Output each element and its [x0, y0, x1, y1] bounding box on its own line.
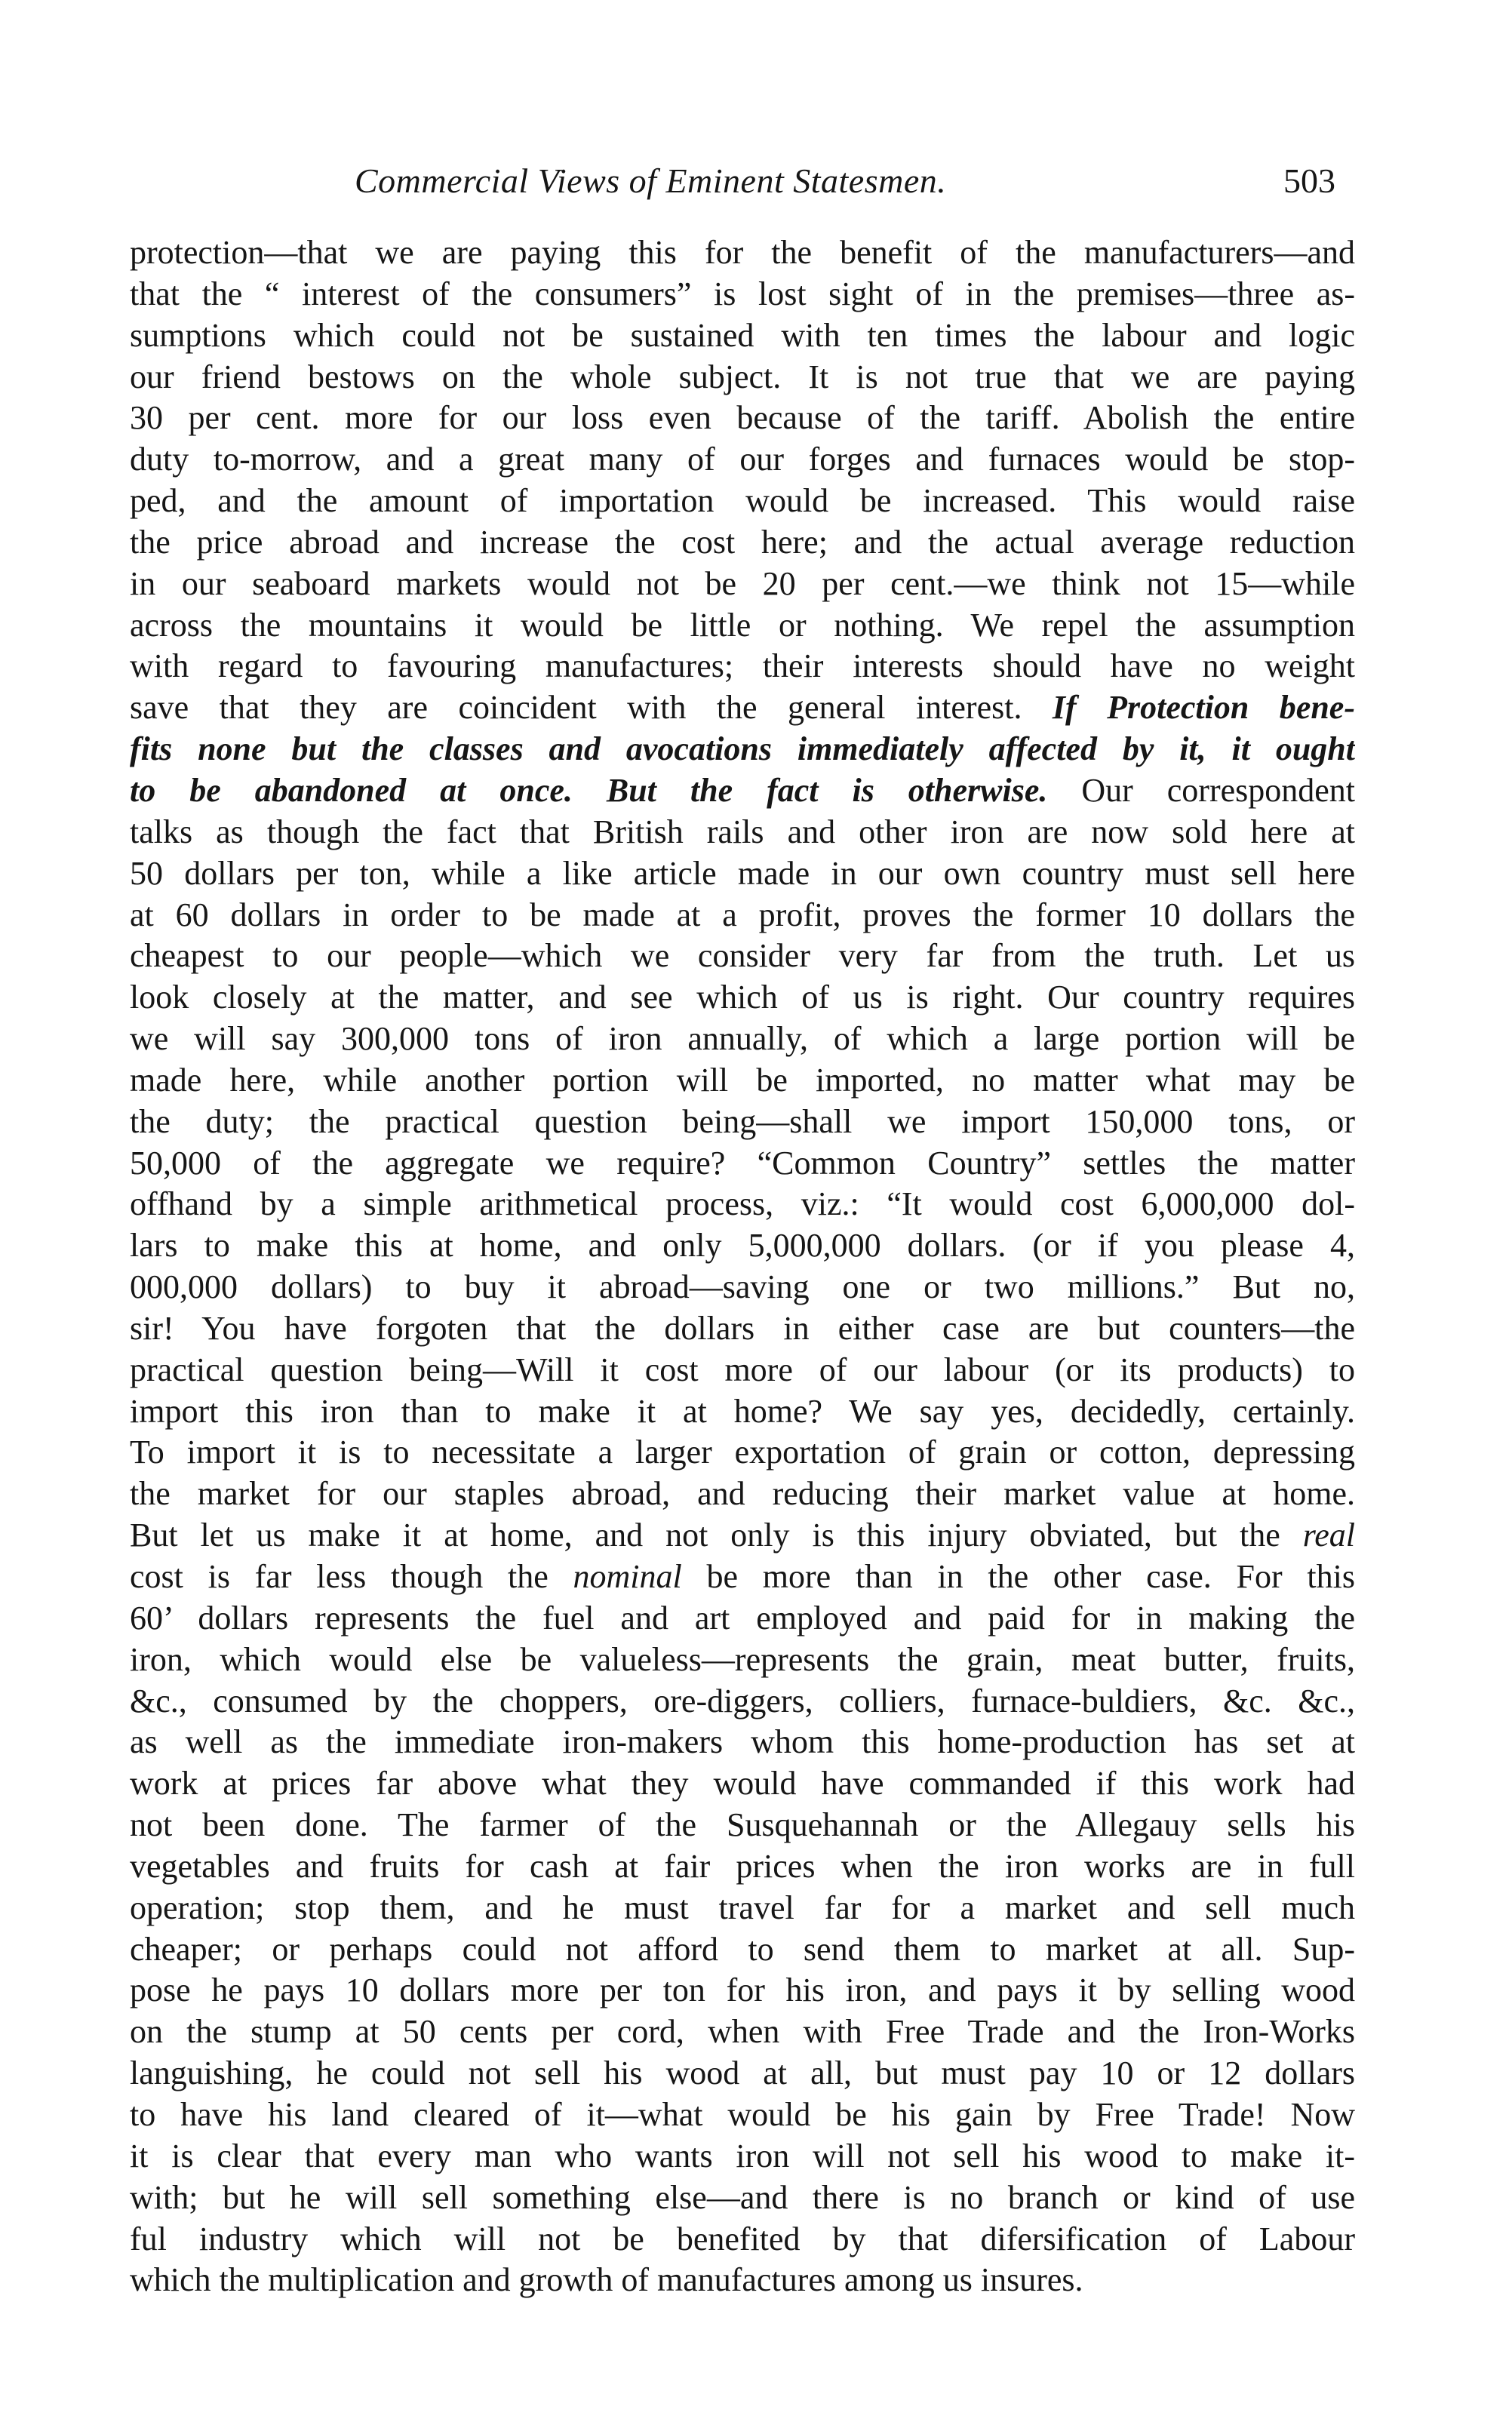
text-segment: ful industry which will not be benefited by that difersification of Labour — [130, 2220, 1355, 2257]
text-segment: sir! You have forgoten that the dollars in either case are but counters—the — [130, 1309, 1355, 1347]
text-line — [130, 1184, 1355, 1225]
text-segment: with; but he will sell something else—and there is no branch or kind of use — [130, 2178, 1355, 2216]
text-line — [130, 1143, 1355, 1185]
text-line — [130, 729, 1355, 770]
text-segment: we will say 300,000 tons of iron annually, of which a large portion will be — [130, 1020, 1355, 1058]
text-segment: 30 per cent. more for our loss even because of the tariff. Abolish the entire — [130, 399, 1355, 437]
text-line — [130, 1225, 1355, 1267]
text-line — [130, 1722, 1355, 1763]
text-segment: the price abroad and increase the cost here; and the actual average reduction — [130, 523, 1355, 561]
text-segment: with regard to favouring manufactures; their interests should have no weight — [130, 647, 1355, 685]
text-segment: talks as though the fact that British rails and other iron are now sold here at — [130, 813, 1355, 850]
text-segment: duty to-morrow, and a great many of our forges and furnaces would be stop- — [130, 441, 1355, 478]
text-segment: 50,000 of the aggregate we require? “Common Country” settles the matter — [130, 1144, 1355, 1182]
emphasis-segment: to be abandoned at once. But the fact is otherwise. — [130, 771, 1048, 809]
text-line — [130, 522, 1355, 564]
text-line — [130, 1308, 1355, 1350]
text-line — [130, 1763, 1355, 1805]
text-segment: 50 dollars per ton, while a like article made in our own country must sell here — [130, 854, 1355, 892]
text-line — [130, 2219, 1355, 2260]
text-segment: offhand by a simple arithmetical process, viz.: “It would cost 6,000,000 dol- — [130, 1185, 1355, 1223]
text-line — [130, 564, 1355, 605]
text-segment: But let us make it at home, and not only is this injury obviated, but the — [130, 1517, 1303, 1554]
text-line — [130, 2136, 1355, 2177]
emphasis-segment: If Protection bene- — [1052, 689, 1355, 727]
text-segment: which the multiplication and growth of manufactures among us insures. — [130, 2261, 1083, 2299]
text-line — [130, 895, 1355, 936]
text-segment: vegetables and fruits for cash at fair prices when the iron works are in full — [130, 1847, 1355, 1885]
text-segment: pose he pays 10 dollars more per ton for his iron, and pays it by selling wood — [130, 1972, 1355, 2009]
text-segment: our friend bestows on the whole subject. It is not true that we are paying — [130, 358, 1355, 395]
text-segment: cheaper; or perhaps could not afford to send them to market at all. Sup- — [130, 1930, 1355, 1968]
text-line — [130, 1102, 1355, 1143]
text-segment: in our seaboard markets would not be 20 per cent.—we think not 15—while — [130, 564, 1355, 602]
text-line — [130, 812, 1355, 853]
text-line — [130, 2094, 1355, 2136]
text-line — [130, 1432, 1355, 1474]
text-line — [130, 770, 1355, 812]
text-segment: import this iron than to make it at home? We say yes, decidedly, certainly. — [130, 1392, 1355, 1430]
text-segment: 60’ dollars represents the fuel and art employed and paid for in making the — [130, 1599, 1355, 1637]
text-line — [130, 1557, 1355, 1598]
text-segment: across the mountains it would be little or nothing. We repel the assumption — [130, 606, 1355, 644]
text-segment: that the “ interest of the consumers” is lost sight of in the premises—three as- — [130, 275, 1355, 312]
text-line — [130, 2260, 1355, 2301]
text-line — [130, 1060, 1355, 1102]
text-line — [130, 853, 1355, 895]
text-line — [130, 1474, 1355, 1515]
text-line — [130, 936, 1355, 977]
text-line — [130, 274, 1355, 315]
running-title: Commercial Views of Eminent Statesmen. — [355, 161, 947, 200]
text-line — [130, 398, 1355, 439]
text-segment: languishing, he could not sell his wood at all, but must pay 10 or 12 dollars — [130, 2055, 1355, 2092]
text-segment: save that they are coincident with the general interest. — [130, 689, 1053, 727]
text-line — [130, 1019, 1355, 1060]
text-line — [130, 232, 1355, 274]
text-segment: look closely at the matter, and see which of us is right. Our country requires — [130, 979, 1355, 1016]
emphasis-segment: real — [1302, 1517, 1355, 1554]
text-line — [130, 1267, 1355, 1308]
text-segment: ped, and the amount of importation would be increased. This would raise — [130, 482, 1355, 520]
page-number: 503 — [1283, 161, 1335, 200]
text-segment: the duty; the practical question being—shall we import 150,000 tons, or — [130, 1102, 1355, 1140]
text-line — [130, 646, 1355, 687]
text-segment: it is clear that every man who wants iron will not sell his wood to make it- — [130, 2137, 1355, 2174]
text-line — [130, 2177, 1355, 2219]
emphasis-segment: nominal — [573, 1558, 682, 1595]
text-segment: to have his land cleared of it—what would be his gain by Free Trade! Now — [130, 2095, 1355, 2133]
text-line — [130, 315, 1355, 357]
text-line — [130, 1929, 1355, 1971]
text-line — [130, 481, 1355, 522]
text-segment: To import it is to necessitate a larger exportation of grain or cotton, depressing — [130, 1434, 1355, 1471]
text-line — [130, 1846, 1355, 1888]
text-segment: protection—that we are paying this for the benefit of the manufacturers—and — [130, 234, 1355, 271]
text-segment: cost is far less though the — [130, 1558, 573, 1595]
text-segment: on the stump at 50 cents per cord, when with Free Trade and the Iron-Works — [130, 2013, 1355, 2051]
text-line — [130, 977, 1355, 1019]
text-line — [130, 605, 1355, 647]
text-segment: iron, which would else be valueless—represents the grain, meat butter, fruits, — [130, 1640, 1355, 1678]
text-line — [130, 2053, 1355, 2094]
text-line — [130, 1640, 1355, 1681]
text-line — [130, 687, 1355, 729]
text-line — [130, 1681, 1355, 1723]
text-line — [130, 1515, 1355, 1557]
running-head — [128, 158, 1351, 204]
text-segment: lars to make this at home, and only 5,000,000 dollars. (or if you please 4, — [130, 1227, 1355, 1265]
text-segment: cheapest to our people—which we consider very far from the truth. Let us — [130, 937, 1355, 975]
text-line — [130, 1391, 1355, 1433]
text-segment: Our correspondent — [1047, 771, 1355, 809]
text-line — [130, 1970, 1355, 2011]
text-segment: the market for our staples abroad, and reducing their market value at home. — [130, 1475, 1355, 1513]
emphasis-segment: fits none but the classes and avocations immediately affected by it, it ought — [130, 730, 1355, 768]
text-segment: at 60 dollars in order to be made at a profit, proves the former 10 dollars the — [130, 896, 1355, 933]
text-segment: not been done. The farmer of the Susquehannah or the Allegauy sells his — [130, 1806, 1355, 1844]
text-segment: &c., consumed by the choppers, ore-diggers, colliers, furnace-buldiers, &c. &c., — [130, 1682, 1355, 1720]
text-line — [130, 1598, 1355, 1640]
text-line — [130, 1805, 1355, 1846]
text-segment: as well as the immediate iron-makers whom this home-production has set at — [130, 1723, 1355, 1761]
text-segment: sumptions which could not be sustained with ten times the labour and logic — [130, 316, 1355, 354]
text-segment: operation; stop them, and he must travel far for a market and sell much — [130, 1889, 1355, 1926]
body-text — [130, 232, 1355, 2301]
text-segment: 000,000 dollars) to buy it abroad—saving one or two millions.” But no, — [130, 1268, 1355, 1306]
text-segment: practical question being—Will it cost more of our labour (or its products) to — [130, 1351, 1355, 1388]
text-line — [130, 1888, 1355, 1929]
text-line — [130, 2011, 1355, 2053]
text-line — [130, 357, 1355, 398]
text-segment: made here, while another portion will be imported, no matter what may be — [130, 1061, 1355, 1099]
text-line — [130, 1350, 1355, 1391]
text-segment: be more than in the other case. For this — [681, 1558, 1355, 1595]
text-line — [130, 439, 1355, 481]
text-segment: work at prices far above what they would have commanded if this work had — [130, 1765, 1355, 1803]
